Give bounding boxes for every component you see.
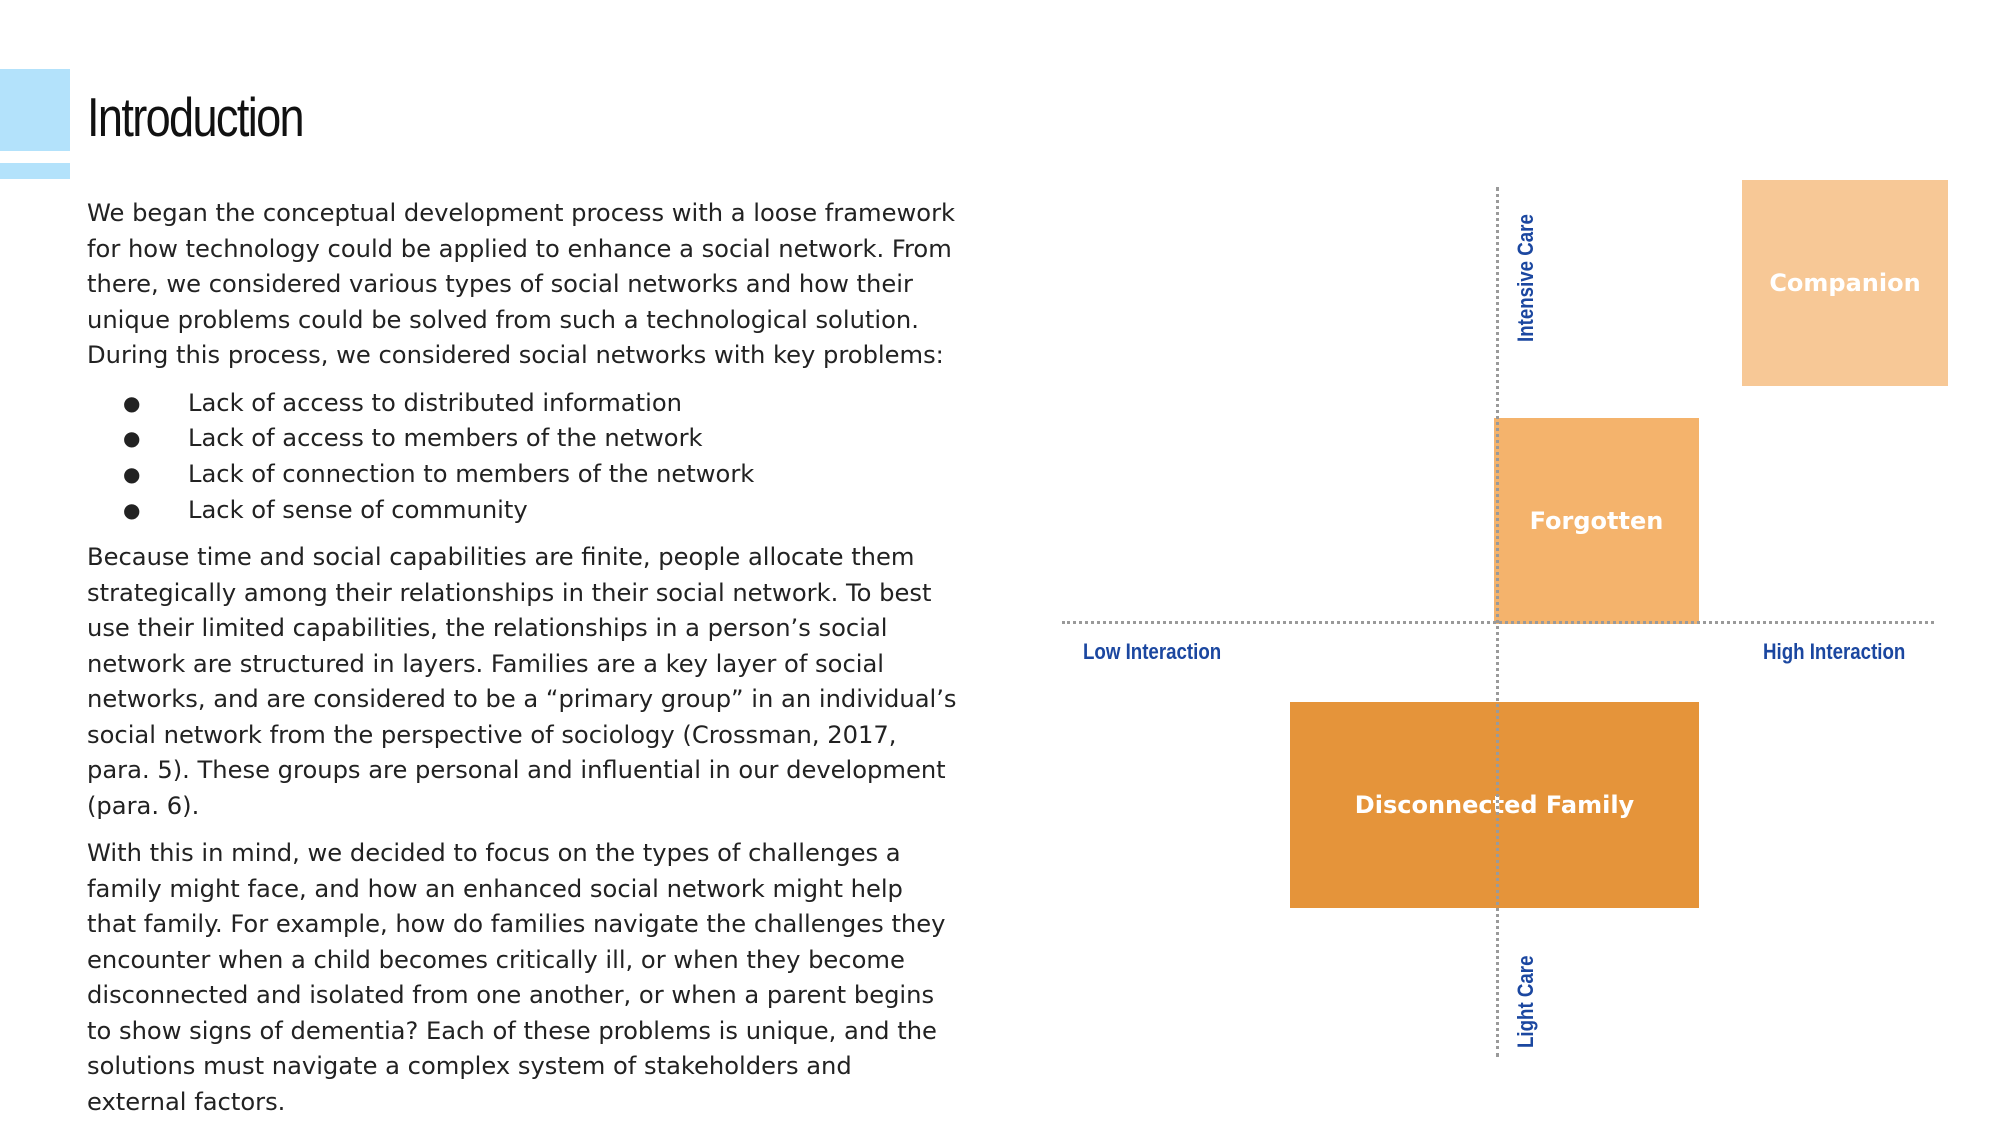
list-item — [87, 386, 957, 422]
family-focus-paragraph: With this in mind, we decided to focus on the types of challenges a family might face, and how an enhanced social network might help that family. For example, how do families navigate the challenges they encounter when a child becomes critically ill, or when they become disconnected and isolated from one another, or when a parent begins to show signs of dementia? Each of these problems is unique, and the solutions must navigate a complex system of stakeholders and external factors. — [87, 839, 946, 1116]
accent-bar — [0, 163, 70, 179]
companion-label: Companion — [1769, 269, 1921, 297]
bullet-icon: ● — [123, 426, 141, 451]
forgotten-label: Forgotten — [1529, 507, 1664, 535]
list-item-text: Lack of access to members of the network — [188, 424, 703, 453]
disconnected-family-box — [1290, 702, 1699, 908]
intro-paragraph: We began the conceptual development process with a loose framework for how technology could be applied to enhance a social network. From there, we considered various types of social networks and how their unique problems could be solved from such a technological solution. During this process, we considered social networks with key problems: — [87, 199, 956, 369]
disconnected-family-label: Disconnected Family — [1354, 791, 1635, 819]
list-item-text: Lack of connection to members of the network — [188, 459, 755, 488]
list-item-text: Lack of access to distributed information — [188, 388, 682, 417]
page-title: Introduction — [87, 86, 304, 148]
accent-block — [0, 69, 70, 151]
bullet-icon: ● — [123, 390, 141, 415]
axis-label-low-interaction: Low Interaction — [1083, 639, 1222, 664]
bullet-icon: ● — [123, 497, 141, 522]
body-text — [87, 196, 957, 1125]
list-item-text: Lack of sense of community — [188, 495, 528, 524]
forgotten-box — [1494, 418, 1699, 624]
list-item — [87, 421, 957, 457]
axis-label-high-interaction: High Interaction — [1763, 639, 1906, 664]
companion-box — [1742, 180, 1948, 386]
horizontal-axis — [1062, 621, 1934, 624]
social-network-paragraph: Because time and social capabilities are finite, people allocate them strategically among their relationships in their social network. To best use their limited capabilities, the relationships in a person’s social network are structured in layers. Families are a key layer of social networks, and are considered to be a “primary group” in an individual’s social network from the perspective of sociology (Crossman, 2017, para. 5). These groups are personal and influential in our development (para. 6). — [87, 543, 957, 820]
list-item — [87, 457, 957, 493]
axis-label-intensive-care: Intensive Care — [1513, 214, 1538, 342]
list-item — [87, 493, 957, 529]
axis-label-light-care: Light Care — [1513, 955, 1538, 1048]
bullet-icon: ● — [123, 461, 141, 486]
quadrant-diagram — [1050, 170, 1970, 1070]
problem-list — [87, 386, 957, 529]
